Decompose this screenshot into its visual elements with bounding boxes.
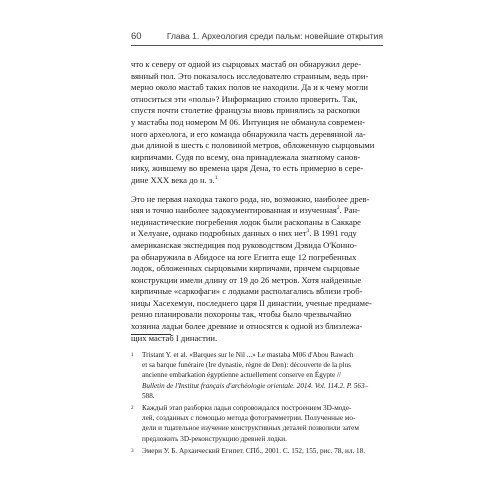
text-span: . Ран- — [339, 205, 360, 216]
footnote-line: 588. — [142, 391, 155, 400]
footnote-line — [142, 381, 368, 391]
footnote-ref: 2 — [336, 205, 340, 212]
footnote-line: предложить 3D-реконструкцию древней лодки. — [142, 434, 287, 443]
text-line: мерно около мастаб таких полов не находили. Да и к чему могли — [131, 82, 368, 93]
footnote-number: 1 — [131, 352, 134, 358]
text-span: дине XXX века до н. э. — [131, 174, 215, 185]
text-line — [131, 228, 383, 240]
footnote-line: et sa barque funéraire (Ire dynastie, règne de Den): découverte de la plus — [142, 361, 351, 370]
text-line: американская экспедиция под руководством Дэвида О'Конно- — [131, 239, 357, 250]
text-line: ренно планировали похороны так, чтобы было чрезвычайно — [131, 309, 352, 320]
footnote-line: Каждый этап разборки ладьи сопровождался построением 3D-моде- — [142, 404, 352, 412]
text-line: лодок, обложенных сырцовыми кирпичами, причем сырцовые — [131, 263, 360, 274]
paragraph-1 — [131, 59, 383, 187]
footnote-line: дели и тщательное изучение конструктивных деталей позволили затем — [142, 424, 359, 433]
text-line: вянный пол. Это показалось исследователю странным, ведь при- — [131, 70, 369, 81]
text-span: няя и точно наиболее задокументированная и изученная — [131, 205, 337, 216]
footnote-number: 2 — [131, 405, 134, 411]
text-span: . В 1991 году — [309, 228, 357, 239]
footnote-line: лей, созданных с помощью метода фотограмметрии. Полученные мо- — [142, 414, 356, 423]
text-line: ра обнаружила в Абидосе на юге Египта еще 12 погребенных — [131, 251, 357, 262]
text-line: ницы Хасехемуи, последнего царя II династии, ученые преднаме- — [131, 297, 372, 308]
footnote-rule — [131, 334, 171, 335]
text-line: хозяина ладьи более древние и относятся к одной из близлежа- — [131, 321, 363, 332]
footnote-line: ancienne embarkation égyptienne actuellement conserve en Égypte // — [142, 371, 341, 380]
footnote-number: 3 — [131, 448, 134, 454]
text-line: что к северу от одной из сырцовых мастаб он обнаружил дере- — [131, 59, 362, 69]
text-line: щих мастаб I династии. — [131, 332, 218, 343]
paragraph-2 — [131, 194, 383, 345]
text-line: спустя почти столетие французы вновь принялись за раскопки — [131, 105, 360, 116]
text-line: Это не первая находка такого рода, но, возможно, наиболее древ- — [131, 193, 370, 204]
footnote-line: Эмери У. Б. Архаический Египет. СПб., 2001. С. 152, 155, рис. 78, ил. 18. — [142, 447, 365, 455]
journal-title: Bulletin de l'Institut français d'archéologie orientale. 2014. Vol. 114.2. P. 563– — [142, 381, 369, 390]
text-line: нединастические погребения лодок были раскопаны в Саккаре — [131, 216, 361, 227]
page-header — [131, 31, 383, 45]
page-number: 60 — [131, 31, 142, 42]
text-line: ного археолога, и его команда обнаружила часть деревянной ла- — [131, 128, 366, 139]
text-line: нику, жившему во времена царя Дена, то есть примерно в сере- — [131, 163, 364, 174]
footnote-ref: 3 — [306, 228, 310, 235]
text-line: относиться эти «полы»? Информацию стоило проверить. Так, — [131, 93, 358, 104]
footnote-ref: 1 — [214, 175, 218, 182]
running-title: Глава 1. Археология среди пальм: новейшие открытия — [166, 31, 383, 41]
header-rule — [131, 45, 383, 46]
body-text — [131, 59, 383, 344]
text-line: дьи длиной в шесть с половиной метров, обложенную сырцовыми — [131, 140, 375, 151]
text-line: у мастабы под номером М 06. Интуиция не обманула современ- — [131, 116, 366, 127]
text-line: конструкции имели длину от 19 до 26 метров. Хотя найденные — [131, 274, 362, 285]
text-line: кирпичами. Судя по всему, она принадлежала знатному санов- — [131, 151, 361, 162]
text-span: и Хелуане, однако подробных данных о них нет — [131, 228, 307, 239]
text-line — [131, 205, 383, 217]
text-line: кирпичные «саркофаги» с лодками располагались вблизи гроб- — [131, 286, 363, 297]
footnote-line: Tristant Y. et al. «Barques sur le Nil ...» Le mastaba M06 d'Abou Rawach — [142, 351, 354, 359]
text-line — [131, 175, 383, 187]
